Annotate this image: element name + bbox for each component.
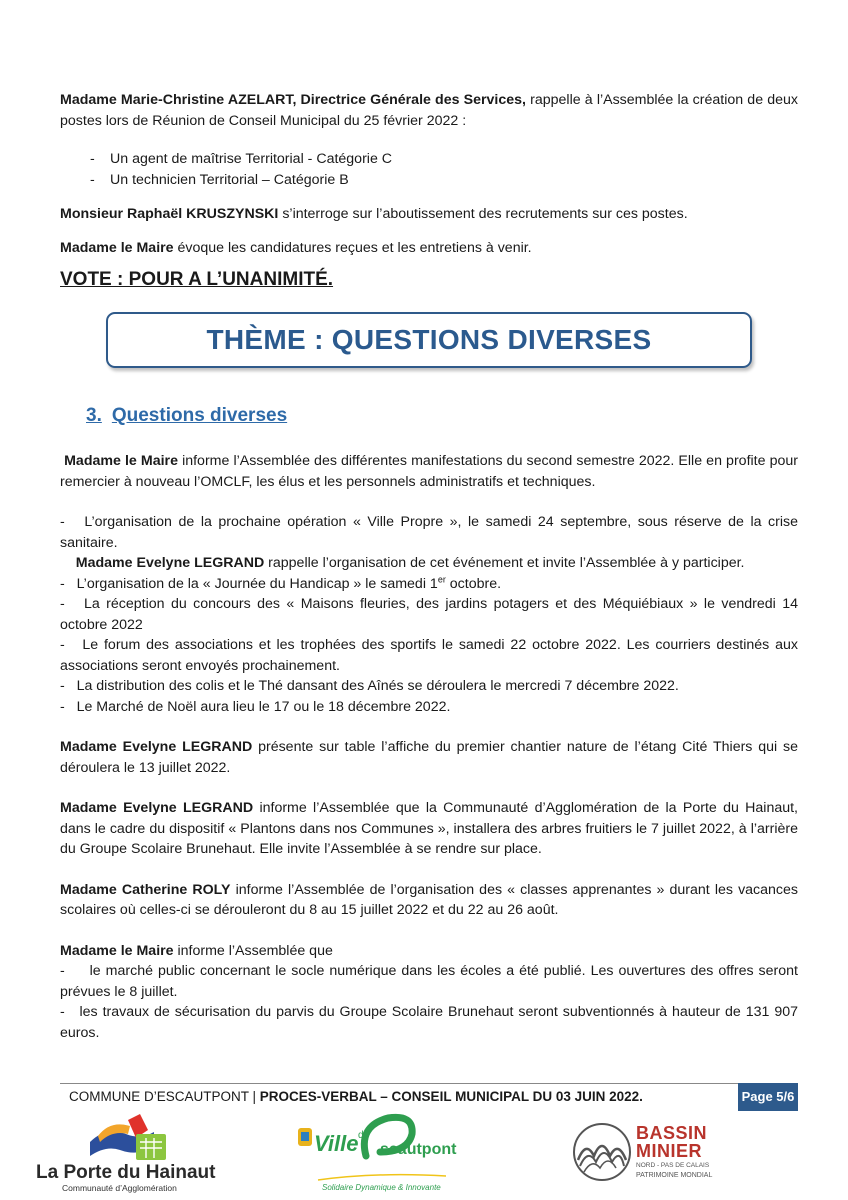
paragraph: Madame Evelyne LEGRAND informe l’Assemblée que la Communauté d’Agglomération de la Porte du Hainaut, dans le cadre du dispositif « Plantons dans nos Communes », installera des arbres fruitiers le 7 juillet 2022, à l’arrière du Groupe Scolaire Brunehaut. Elle invite l’Assemblée à se rendre sur place. xyxy=(60,800,799,857)
bassin-minier-logo: BASSIN MINIER NORD - PAS DE CALAIS PATRIMOINE MONDIAL xyxy=(572,1122,712,1188)
section-heading: 3. Questions diverses xyxy=(86,405,288,426)
bassin-minier-emblem-icon xyxy=(572,1122,632,1182)
list-item: - Un technicien Territorial – Catégorie B xyxy=(90,171,349,188)
footer-text: COMMUNE D’ESCAUTPONT | PROCES-VERBAL – CONSEIL MUNICIPAL DU 03 JUIN 2022. xyxy=(69,1089,643,1104)
theme-title: THÈME : QUESTIONS DIVERSES xyxy=(206,323,652,355)
paragraph: Madame Evelyne LEGRAND présente sur table l’affiche du premier chantier nature de l’étang Cité Thiers qui se déroulera le 13 juillet 2022. xyxy=(60,739,798,776)
list-item: - Le Marché de Noël aura lieu le 17 ou le 18 décembre 2022. xyxy=(60,698,451,715)
paragraph: Madame le Maire informe l’Assemblée des différentes manifestations du second semestre 2022. Elle en profite pour remercier à nouveau l’OMCLF, les élus et les personnels administratifs et techniques. xyxy=(60,453,798,490)
theme-banner xyxy=(106,312,752,368)
intro-paragraph: Madame Marie-Christine AZELART, Directrice Générale des Services, rappelle à l’Assemblée la création de deux postes lors de Réunion de Conseil Municipal du 25 février 2022 : xyxy=(60,92,799,129)
footer-divider xyxy=(60,1083,798,1084)
posts-list xyxy=(60,149,798,190)
document-body xyxy=(60,90,798,1043)
list-item: - L’organisation de la « Journée du Handicap » le samedi 1er octobre. xyxy=(60,573,502,592)
list-item: - Un agent de maîtrise Territorial - Catégorie C xyxy=(90,151,393,167)
speaker: Madame Marie-Christine AZELART, Directrice Générale des Services, xyxy=(60,92,526,108)
paragraph: Madame le Maire évoque les candidatures reçues et les entretiens à venir. xyxy=(60,239,532,256)
questions-content xyxy=(60,451,798,1043)
porte-du-hainaut-logo: La Porte du Hainaut Communauté d’Agglomération xyxy=(36,1112,216,1192)
list-item: - La distribution des colis et le Thé dansant des Aînés se déroulera le mercredi 7 décembre 2022. xyxy=(60,678,679,694)
paragraph: Madame Evelyne LEGRAND rappelle l’organisation de cet événement et invite l’Assemblée à y participer. xyxy=(75,555,745,571)
list-item: - La réception du concours des « Maisons fleuries, des jardins potagers et des Méquiébiaux » le vendredi 14 octobre 2022 xyxy=(60,596,798,633)
paragraph: Madame le Maire informe l’Assemblée que xyxy=(60,942,333,959)
porte-du-hainaut-emblem-icon xyxy=(36,1112,216,1164)
paragraph: Madame Catherine ROLY informe l’Assemblée de l’organisation des « classes apprenantes » durant les vacances scolaires où celles-ci se dérouleront du 8 au 15 juillet 2022 et du 22 au 26 août. xyxy=(60,881,799,918)
list-item: - Le forum des associations et les trophées des sportifs le samedi 22 octobre 2022. Les courriers destinés aux associations seront envoyés prochainement. xyxy=(60,637,799,674)
paragraph: Monsieur Raphaël KRUSZYNSKI s’interroge sur l’aboutissement des recrutements sur ces postes. xyxy=(60,206,688,222)
vote-result: VOTE : POUR A L’UNANIMITÉ. xyxy=(60,269,334,290)
list-item: - le marché public concernant le socle numérique dans les écoles a été publié. Les ouvertures des offres seront prévues le 8 juillet. xyxy=(60,963,798,1000)
list-item: - L’organisation de la prochaine opération « Ville Propre », le samedi 24 septembre, sous réserve de la crise sanitaire. xyxy=(60,514,799,551)
ville-escautpont-logo: Ville d’ scautpont Solidaire Dynamique & Innovante xyxy=(296,1112,456,1194)
list-item: - les travaux de sécurisation du parvis du Groupe Scolaire Brunehaut seront subventionnés à hauteur de 131 907 euros. xyxy=(60,1004,798,1041)
page-number-badge: Page 5/6 xyxy=(738,1083,798,1111)
